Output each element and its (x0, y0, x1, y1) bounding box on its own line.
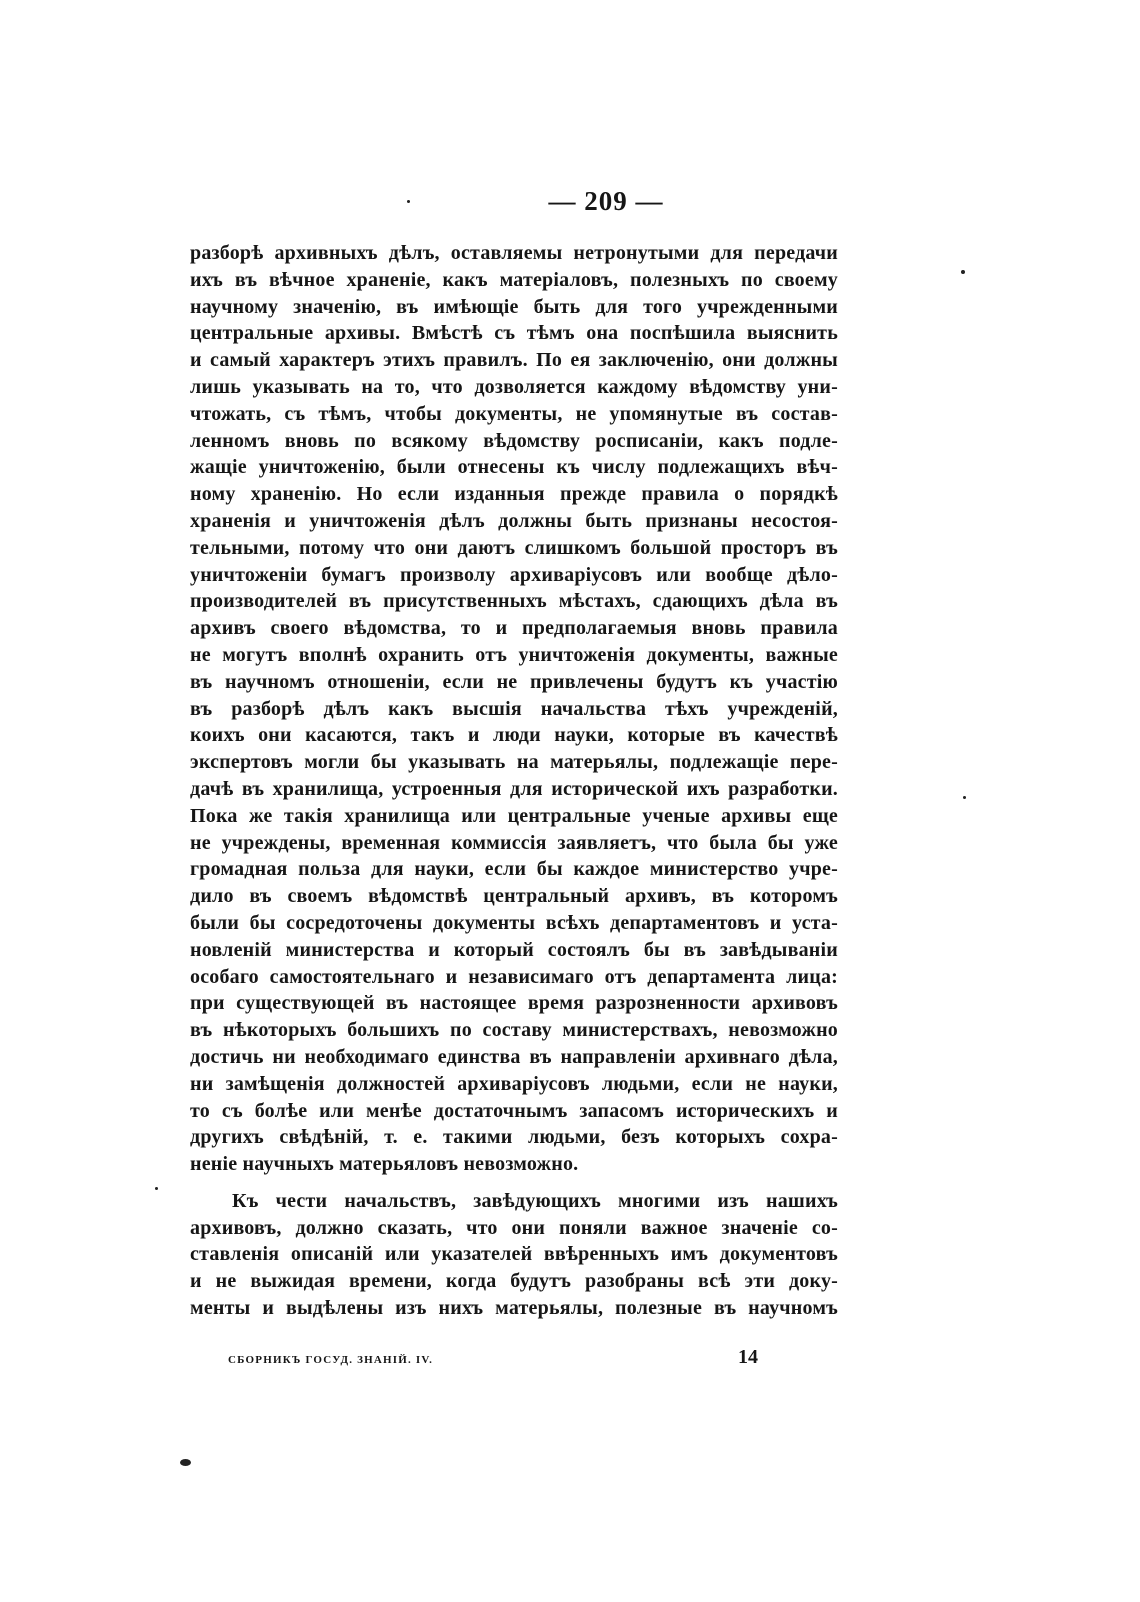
text-line: ставленія описаній или указателей ввѣренныхъ имъ документовъ (190, 1243, 838, 1266)
text-line: тельными, потому что они даютъ слишкомъ большой просторъ въ (190, 536, 838, 559)
text-line: коихъ они касаются, такъ и люди науки, которые въ качествѣ (190, 724, 838, 747)
scan-speck (961, 270, 965, 274)
paragraph-gap (190, 1178, 838, 1188)
scan-speck (963, 796, 966, 799)
text-line: уничтоженіи бумагъ произволу архиваріусовъ или вообще дѣло- (190, 563, 838, 586)
text-line: чтожать, съ тѣмъ, чтобы документы, не упомянутые въ состав- (190, 402, 838, 425)
footer-signature: СБОРНИКЪ ГОСУД. ЗНАНІЙ. IV. (228, 1354, 434, 1366)
text-line: дило въ своемъ вѣдомствѣ центральный архивъ, въ которомъ (190, 885, 838, 908)
text-line: ленномъ вновь по всякому вѣдомству росписаніи, какъ подле- (190, 429, 838, 452)
scan-speck (155, 1187, 158, 1190)
text-line: особаго самостоятельнаго и независимаго отъ департамента лица: (190, 965, 838, 988)
text-line: научному значенію, въ имѣющіе быть для того учрежденными (190, 295, 838, 318)
text-line: архивъ своего вѣдомства, то и предполагаемыя вновь правила (190, 617, 838, 640)
text-line: разборѣ архивныхъ дѣлъ, оставляемы нетронутыми для передачи (190, 242, 838, 264)
text-line: ихъ въ вѣчное храненіе, какъ матеріаловъ, полезныхъ по своему (190, 268, 838, 291)
sheet-number: 14 (738, 1346, 758, 1368)
text-line: Пока же такія хранилища или центральные ученые архивы еще (190, 804, 838, 827)
text-line: то съ болѣе или менѣе достаточнымъ запасомъ историческихъ и (190, 1099, 838, 1122)
text-line: и не выжидая времени, когда будутъ разобраны всѣ эти доку- (190, 1270, 838, 1293)
text-line: архивовъ, должно сказать, что они поняли важное значеніе со- (190, 1216, 838, 1239)
text-line: въ разборѣ дѣлъ какъ высшія начальства тѣхъ учрежденій, (190, 697, 838, 720)
text-line: были бы сосредоточены документы всѣхъ департаментовъ и уста- (190, 911, 838, 934)
text-line: производителей въ присутственныхъ мѣстахъ, сдающихъ дѣла въ (190, 590, 838, 613)
text-line: другихъ свѣдѣній, т. е. такими людьми, безъ которыхъ сохра- (190, 1126, 838, 1149)
text-line: достичь ни необходимаго единства въ направленіи архивнаго дѣла, (190, 1045, 838, 1068)
body-text (190, 240, 838, 1322)
text-line: новленій министерства и который состоялъ бы въ завѣдываніи (190, 938, 838, 961)
text-line: дачѣ въ хранилища, устроенныя для исторической ихъ разработки. (190, 777, 838, 800)
page-number: — 209 — (548, 186, 664, 216)
text-line: Къ чести начальствъ, завѣдующихъ многими изъ нашихъ (232, 1189, 838, 1212)
scan-speck (407, 200, 410, 203)
text-line: экспертовъ могли бы указывать на матерьялы, подлежащіе пере- (190, 751, 838, 774)
text-line: въ нѣкоторыхъ большихъ по составу министерствахъ, невозможно (190, 1019, 838, 1042)
text-line: не могутъ вполнѣ охранить отъ уничтоженія документы, важные (190, 643, 838, 666)
text-line: лишь указывать на то, что дозволяется каждому вѣдомству уни- (190, 375, 838, 398)
text-line: въ научномъ отношеніи, если не привлечены будутъ къ участію (190, 670, 838, 693)
scan-speck (180, 1459, 191, 1466)
text-line: при существующей въ настоящее время разрозненности архивовъ (190, 992, 838, 1015)
text-line: неніе научныхъ матерьяловъ невозможно. (190, 1153, 579, 1176)
text-line: храненія и уничтоженія дѣлъ должны быть признаны несостоя- (190, 509, 838, 532)
text-line: жащіе уничтоженію, были отнесены къ числу подлежащихъ вѣч- (190, 456, 838, 479)
text-line: не учреждены, временная коммиссія заявляетъ, что была бы уже (190, 831, 838, 854)
text-line: громадная польза для науки, если бы каждое министерство учре- (190, 858, 838, 881)
text-line: и самый характеръ этихъ правилъ. По ея заключенію, они должны (190, 349, 838, 372)
text-line: менты и выдѣлены изъ нихъ матерьялы, полезные въ научномъ (190, 1297, 838, 1320)
text-line: центральные архивы. Вмѣстѣ съ тѣмъ она поспѣшила выяснить (190, 322, 838, 345)
text-line: ни замѣщенія должностей архиваріусовъ людьми, если не науки, (190, 1072, 838, 1095)
text-line: ному храненію. Но если изданныя прежде правила о порядкѣ (190, 483, 838, 506)
